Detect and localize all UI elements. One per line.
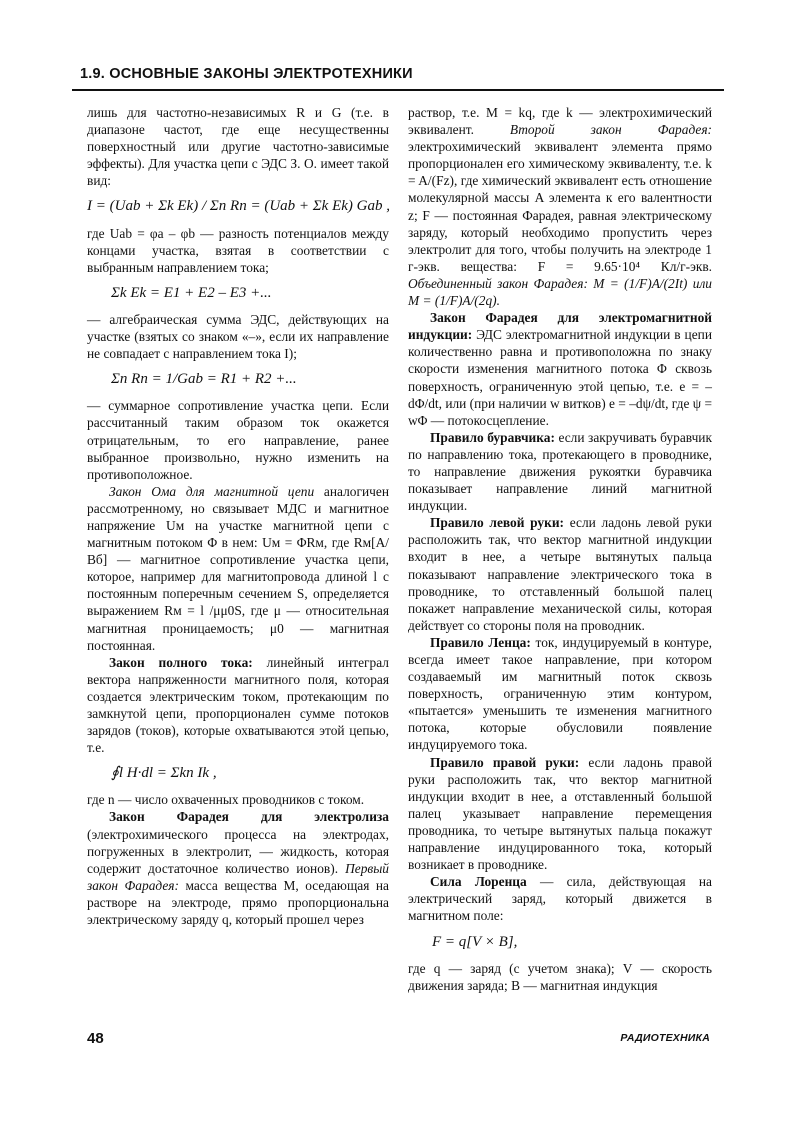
term: Правило правой руки: bbox=[430, 754, 580, 770]
paragraph bbox=[408, 104, 712, 309]
left-column bbox=[87, 104, 389, 928]
formula-ohm-law: I = (Uab + Σk Ek) / Σn Rn = (Uab + Σk Ek) Gab , bbox=[87, 198, 390, 215]
paragraph-text: линейный интеграл вектора напряженности магнитного поля, которая создается электрическим током, протекающим по замкнутой цепи, пропорционален сумме потоков зарядов (токов), которые охватываются этой цепью, т.е. bbox=[87, 654, 389, 756]
paragraph-text: — сила, действующая на электрический заряд, который движется в магнитном поле: bbox=[408, 874, 712, 924]
formula-resistance-sum: Σn Rn = 1/Gab = R1 + R2 +... bbox=[111, 371, 297, 388]
paragraph-text: если ладонь правой руки расположить так, что вектор магнитной индукции входит в нее, а отставленный большой палец указывает направление перемещения проводника, то четыре вытянутых пальца покажут направление индуцированного тока, который возникает в проводнике. bbox=[408, 754, 712, 873]
paragraph bbox=[408, 429, 712, 514]
paragraph-text: если закручивать буравчик по направлению тока, протекающего в проводнике, то направление движения рукоятки буравчика показывает направление линий магнитной индукции. bbox=[408, 429, 712, 514]
formula-emf-sum: Σk Ek = E1 + E2 – E3 +... bbox=[111, 284, 272, 301]
paragraph-text: раствор, т.е. M = kq, где k — электрохимический эквивалент. bbox=[408, 105, 712, 138]
paragraph: — суммарное сопротивление участка цепи. Если рассчитанный таким образом ток окажется отрицательным, то его направление, ранее выбранное произвольно, нужно изменить на противоположное. bbox=[87, 398, 389, 482]
term: Объединенный закон Фарадея: M = (1/F)A/(2It) или M = (1/F)A/(2q). bbox=[408, 275, 712, 309]
paragraph bbox=[87, 483, 389, 654]
paragraph bbox=[87, 654, 389, 757]
paragraph: где Uab = φa – φb — разность потенциалов между концами участка, взятая в соответствии с выбранным направлением тока; bbox=[87, 225, 389, 275]
paragraph bbox=[408, 514, 712, 634]
paragraph: где q — заряд (с учетом знака); V — скорость движения заряда; B — магнитная индукция bbox=[408, 960, 712, 993]
journal-name: РАДИОТЕХНИКА bbox=[620, 1032, 710, 1044]
term: Правило левой руки: bbox=[430, 515, 565, 531]
paragraph bbox=[87, 808, 389, 928]
paragraph-text: электрохимический эквивалент элемента прямо пропорционален его химическому эквиваленту, т.е. k = A/(Fz), где химический эквивалент есть отношение молекулярной массы A элемента к его валентности z; F — постоянная Фарадея, равная электрическому заряду, который необходимо пропустить через электролит для того, чтобы получить на электроде 1 г-экв. вещества: F = 9.65·10⁴ Кл/г-экв. bbox=[408, 139, 712, 274]
paragraph bbox=[408, 754, 712, 874]
section-title: 1.9. ОСНОВНЫЕ ЗАКОНЫ ЭЛЕКТРОТЕХНИКИ bbox=[80, 66, 413, 82]
term: Первый закон Фарадея: bbox=[87, 860, 389, 893]
paragraph: где n — число охваченных проводников с током. bbox=[87, 792, 365, 808]
page-number: 48 bbox=[87, 1030, 104, 1047]
term: Закон полного тока: bbox=[109, 654, 253, 670]
paragraph-text: если ладонь левой руки расположить так, что вектор магнитной индукции входит в нее, а четыре вытянутых пальца показывают направление электрического тока в проводнике, то отставленный большой палец покажет направление механической силы, которая действует со стороны поля на проводник. bbox=[408, 515, 712, 633]
paragraph: лишь для частотно-независимых R и G (т.е. в диапазоне частот, где еще несущественны поверхностный или другие частотно-зависимые эффекты). Для участка цепи с ЭДС З. О. имеет такой вид: bbox=[87, 105, 389, 189]
formula-total-current: ∮l H·dl = Σkn Ik , bbox=[111, 765, 217, 782]
term: Правило буравчика: bbox=[430, 429, 555, 445]
formula-lorentz-force: F = q[V × B], bbox=[432, 933, 518, 950]
term: Правило Ленца: bbox=[430, 634, 531, 650]
term: Закон Ома для магнитной цепи bbox=[109, 483, 315, 499]
paragraph-text: (электрохимического процесса на электродах, погруженных в электролит, — жидкость, которая содержит достаточное количество ионов). bbox=[87, 826, 389, 876]
running-header bbox=[72, 60, 724, 90]
term: Закон Фарадея для электромагнитной индукции: bbox=[408, 310, 712, 343]
right-column bbox=[408, 104, 712, 994]
paragraph: — алгебраическая сумма ЭДС, действующих на участке (взятых со знаком «–», если их направление не совпадает с направлением тока I); bbox=[87, 311, 389, 362]
paragraph-text: аналогичен рассмотренному, но связывает МДС и магнитное напряжение Uм на участке магнитной цепи с магнитным потоком Φ в нем: Uм = ΦRм, где Rм[А/Вб] — магнитное сопротивление участка цепи, которое, например для магнитопровода длиной l с постоянным поперечным сечением S, определяется выражением Rм = l /μμ0S, где μ — относительная магнитная проницаемость; μ0 — магнитная постоянная. bbox=[87, 483, 389, 653]
paragraph bbox=[408, 634, 712, 754]
paragraph bbox=[408, 309, 712, 429]
paragraph-text: ЭДС электромагнитной индукции в цепи количественно равна и противоположна по знаку скорости изменения магнитного потока Φ сквозь поверхность, ограниченную этой цепью, т.е. e = –dΦ/dt, или (при наличии w витков) e = –dψ/dt, где ψ = wΦ — потокосцепление. bbox=[408, 327, 713, 428]
header-rule bbox=[72, 89, 724, 91]
term: Второй закон Фарадея: bbox=[509, 122, 713, 138]
term: Сила Лоренца bbox=[430, 874, 527, 890]
term: Закон Фарадея для электролиза bbox=[109, 809, 389, 825]
paragraph-text: масса вещества M, оседающая на растворе на электроде, прямо пропорциональна электрическому заряду q, который прошел через bbox=[87, 877, 389, 928]
paragraph bbox=[408, 873, 712, 924]
paragraph-text: ток, индуцируемый в контуре, всегда имеет такое направление, при котором создаваемый им магнитный поток сквозь поверхность, ограниченную этим контуром, «пытается» уменьшить те изменения магнитного потока, которые обусловили появление индуцируемого тока. bbox=[408, 634, 712, 753]
